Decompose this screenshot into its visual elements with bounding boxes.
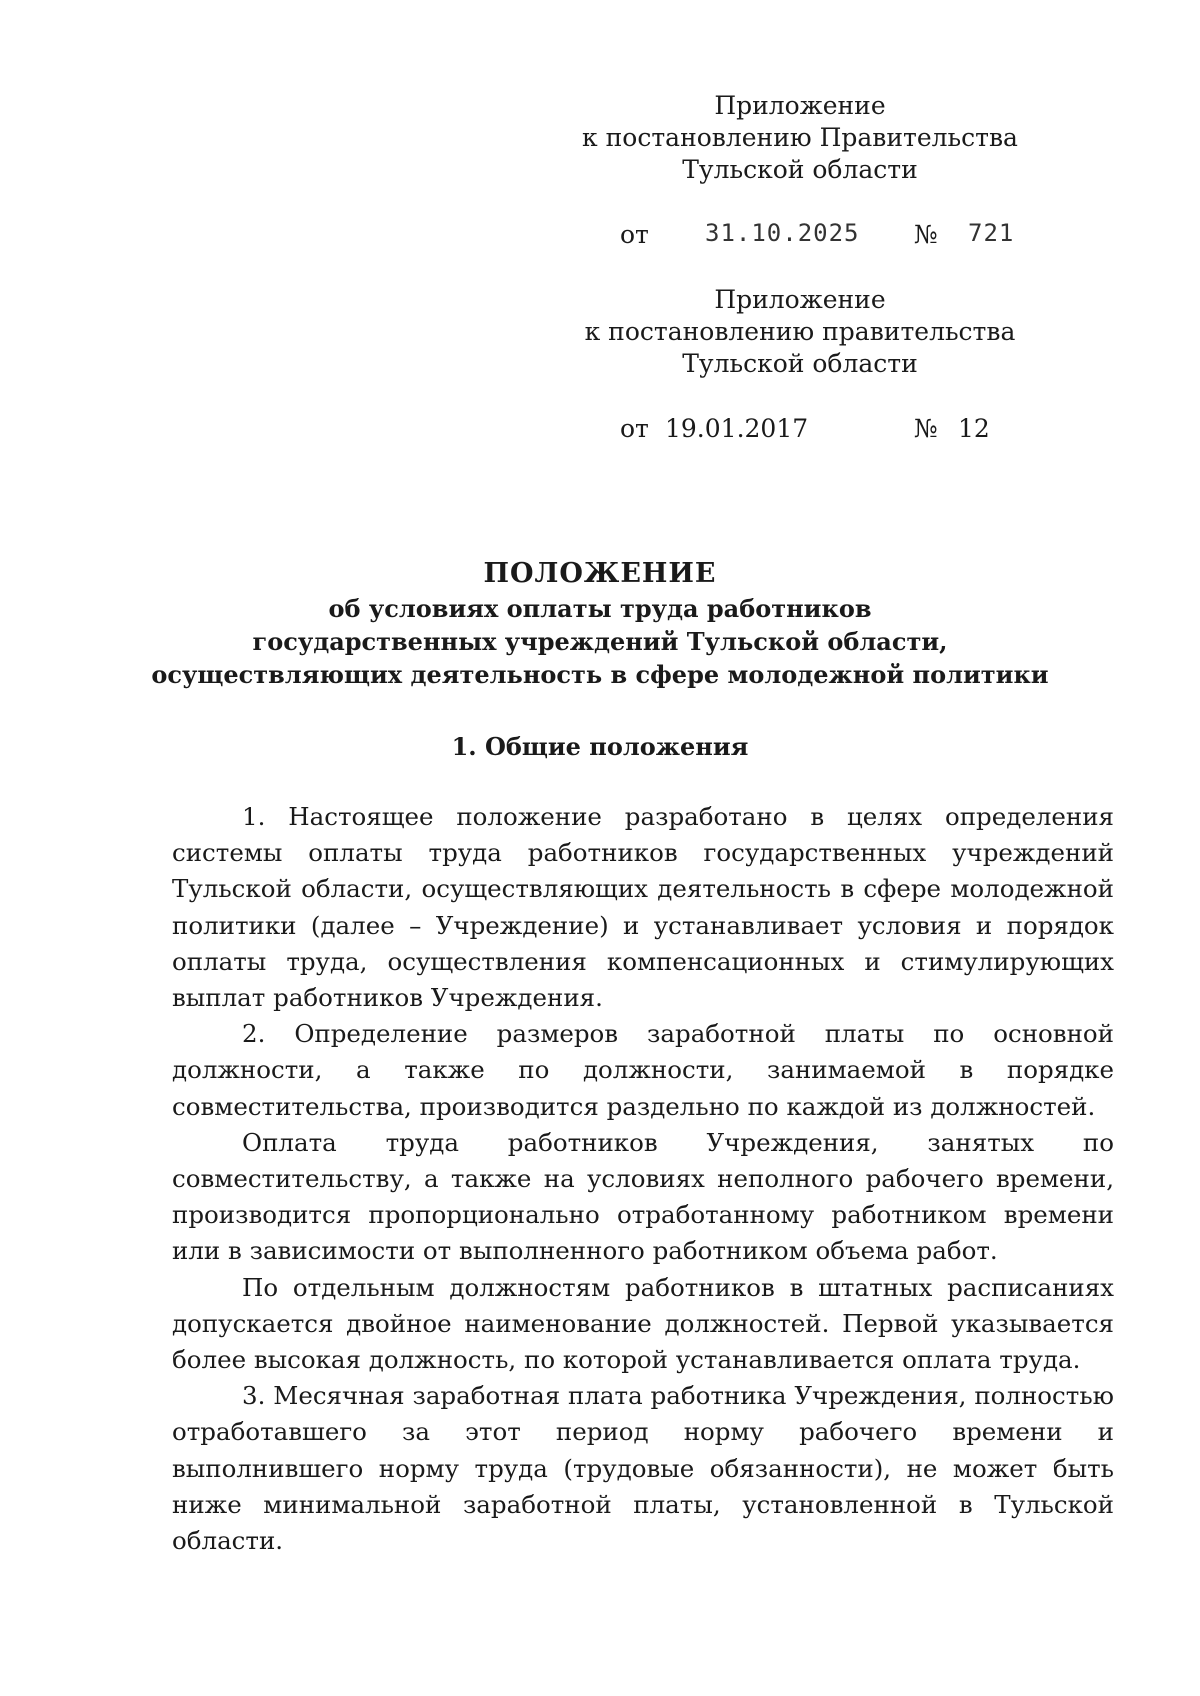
paragraph: 1. Настоящее положение разработано в целях определения системы оплаты труда работников государственных учреждений Тульской области, осуществляющих деятельность в сфере молодежной политики (далее – Учреждение) и устанавливает условия и порядок оплаты труда, осуществления компенсационных и стимулирующих выплат работников Учреждения. bbox=[172, 802, 1114, 1013]
number-sign: № bbox=[914, 220, 938, 249]
title-heading: ПОЛОЖЕНИЕ bbox=[483, 558, 717, 589]
approval-line: к постановлению правительства bbox=[584, 317, 1016, 346]
date-prefix: от bbox=[620, 220, 649, 249]
approval-date: 19.01.2017 bbox=[665, 414, 809, 443]
stamped-number: 721 bbox=[968, 219, 1015, 247]
approval-block-original bbox=[560, 284, 1040, 380]
approval-line: к постановлению Правительства bbox=[582, 123, 1018, 152]
approval-line: Приложение bbox=[714, 285, 886, 314]
approval-line: Тульской области bbox=[682, 155, 918, 184]
paragraph: 3. Месячная заработная плата работника Учреждения, полностью отработавшего за этот период норму рабочего времени и выполнившего норму труда (трудовые обязанности), не может быть ниже минимальной заработной платы, установленной в Тульской области. bbox=[172, 1381, 1114, 1556]
date-prefix: от bbox=[620, 414, 649, 443]
approval-block-current bbox=[560, 90, 1040, 186]
document-body bbox=[172, 799, 1114, 1559]
section-heading: 1. Общие положения bbox=[451, 732, 749, 761]
title-subtitle-line: об условиях оплаты труда работников bbox=[328, 594, 872, 623]
approval-line: Тульской области bbox=[682, 349, 918, 378]
paragraph: По отдельным должностям работников в штатных расписаниях допускается двойное наименование должностей. Первой указывается более высокая должность, по которой устанавливается оплата труда. bbox=[172, 1272, 1114, 1375]
number-sign: № bbox=[914, 414, 938, 443]
stamped-date: 31.10.2025 bbox=[705, 219, 860, 247]
approval-number: 12 bbox=[958, 414, 990, 443]
approval-line: Приложение bbox=[714, 91, 886, 120]
document-title bbox=[120, 556, 1080, 691]
title-subtitle-line: осуществляющих деятельность в сфере молодежной политики bbox=[151, 660, 1049, 689]
title-subtitle-line: государственных учреждений Тульской области, bbox=[252, 627, 948, 656]
paragraph: Оплата труда работников Учреждения, занятых по совместительству, а также на условиях неполного рабочего времени, производится пропорционально отработанному работником времени или в зависимости от выполненного работником объема работ. bbox=[172, 1127, 1114, 1266]
paragraph: 2. Определение размеров заработной платы по основной должности, а также по должности, занимаемой в порядке совместительства, производится раздельно по каждой из должностей. bbox=[172, 1019, 1114, 1121]
